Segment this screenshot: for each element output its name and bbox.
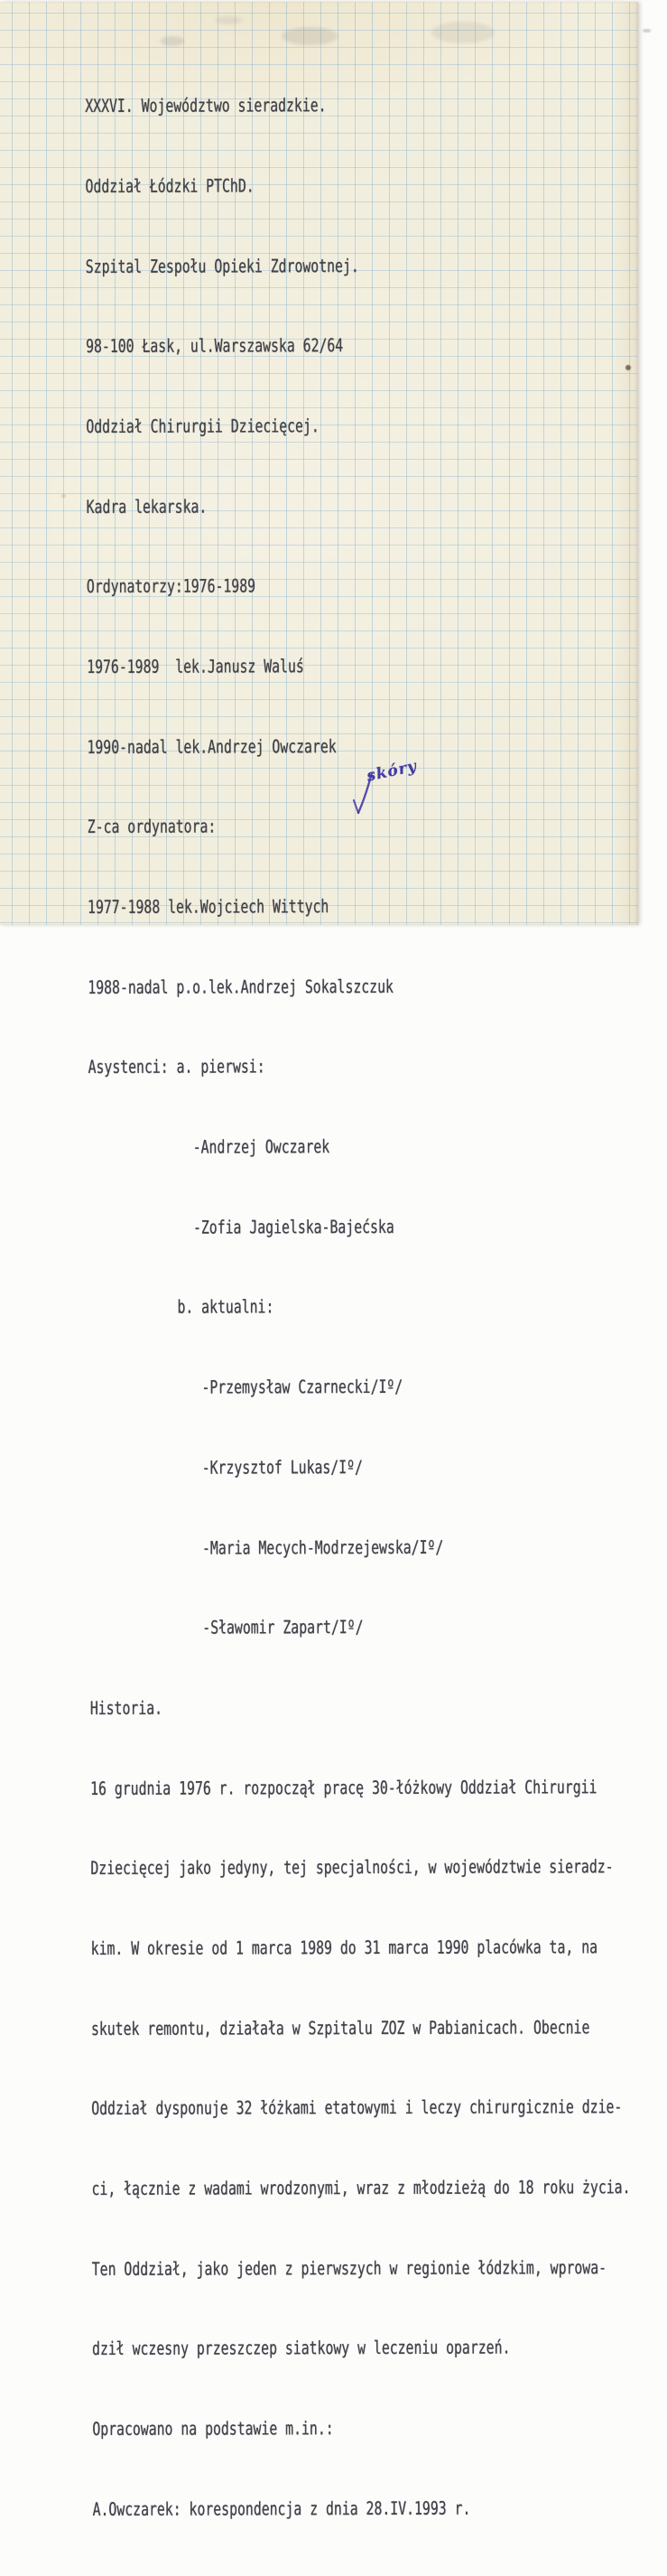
typed-line: Kadra lekarska. bbox=[86, 495, 208, 518]
typed-line: -Maria Mecych-Modrzejewska/Iº/ bbox=[89, 1535, 444, 1559]
typed-line: -Krzysztof Lukas/Iº/ bbox=[88, 1455, 363, 1479]
typed-line: -Sławomir Zapart/Iº/ bbox=[89, 1616, 364, 1639]
typed-line: Ten Oddział, jako jeden z pierwszych w regionie łódzkim, wprowa- bbox=[91, 2255, 607, 2280]
document-page bbox=[0, 2, 638, 2520]
typed-line: Oddział dysponuje 32 łóżkami etatowymi i leczy chirurgicznie dzie- bbox=[91, 2095, 623, 2120]
typed-line: kim. W okresie od 1 marca 1989 do 31 marca 1990 placówka ta, na bbox=[90, 1936, 598, 1959]
typed-line: Oddział Chirurgii Dziecięcej. bbox=[86, 415, 320, 437]
typed-line: 98-100 Łask, ul.Warszawska 62/64 bbox=[86, 334, 344, 358]
typed-line: Asystenci: a. pierwsi: bbox=[88, 1055, 265, 1078]
typed-line: Opracowano na podstawie m.in.: bbox=[92, 2417, 334, 2441]
ink-speck bbox=[625, 365, 631, 370]
typed-line: Z-ca ordynatora: bbox=[87, 815, 217, 838]
typed-line: 16 grudnia 1976 r. rozpoczął pracę 30-łóżkowy Oddział Chirurgii bbox=[90, 1775, 598, 1799]
typed-line: 1977-1988 lek.Wojciech Wittych bbox=[87, 895, 329, 918]
typed-line: Dziecięcej jako jedyny, tej specjalności, w województwie sieradz- bbox=[90, 1855, 614, 1880]
smudge-mark bbox=[215, 16, 242, 24]
typed-line: Ordynatorzy:1976-1989 bbox=[86, 574, 256, 598]
typed-line: 1988-nadal p.o.lek.Andrzej Sokalszczuk bbox=[88, 975, 394, 998]
typed-line: A.Owczarek: korespondencja z dnia 28.IV.1993 r. bbox=[92, 2497, 471, 2520]
handwritten-word: skóry bbox=[365, 757, 419, 786]
typed-line: 1976-1989 lek.Janusz Waluś bbox=[87, 655, 304, 677]
typed-line: -Przemysław Czarnecki/Iº/ bbox=[88, 1376, 403, 1399]
paper-speck bbox=[61, 494, 66, 498]
typed-line: -Andrzej Owczarek bbox=[88, 1135, 330, 1159]
typed-line: ci, łącznie z wadami wrodzonymi, wraz z młodzieżą do 18 roku życia. bbox=[91, 2176, 631, 2199]
typed-line: b. aktualni: bbox=[88, 1295, 274, 1319]
typed-line: dził wczesny przeszczep siatkowy w leczeniu oparzeń. bbox=[91, 2336, 511, 2360]
typed-text-block bbox=[85, 38, 632, 2576]
typed-line: Szpital Zespołu Opieki Zdrowotnej. bbox=[85, 254, 359, 277]
typed-line: skutek remontu, działała w Szpitalu ZOZ w Pabianicach. Obecnie bbox=[90, 2015, 590, 2039]
typed-line: 1990-nadal lek.Andrzej Owczarek bbox=[87, 734, 337, 758]
typed-line: XXXVI. Województwo sieradzkie. bbox=[85, 94, 327, 117]
typed-line: Oddział Łódzki PTChD. bbox=[85, 174, 255, 197]
scan-edge-mark bbox=[643, 29, 651, 33]
typed-line: Historia. bbox=[89, 1696, 163, 1719]
typed-line: -Zofia Jagielska-Bajećska bbox=[88, 1215, 394, 1238]
